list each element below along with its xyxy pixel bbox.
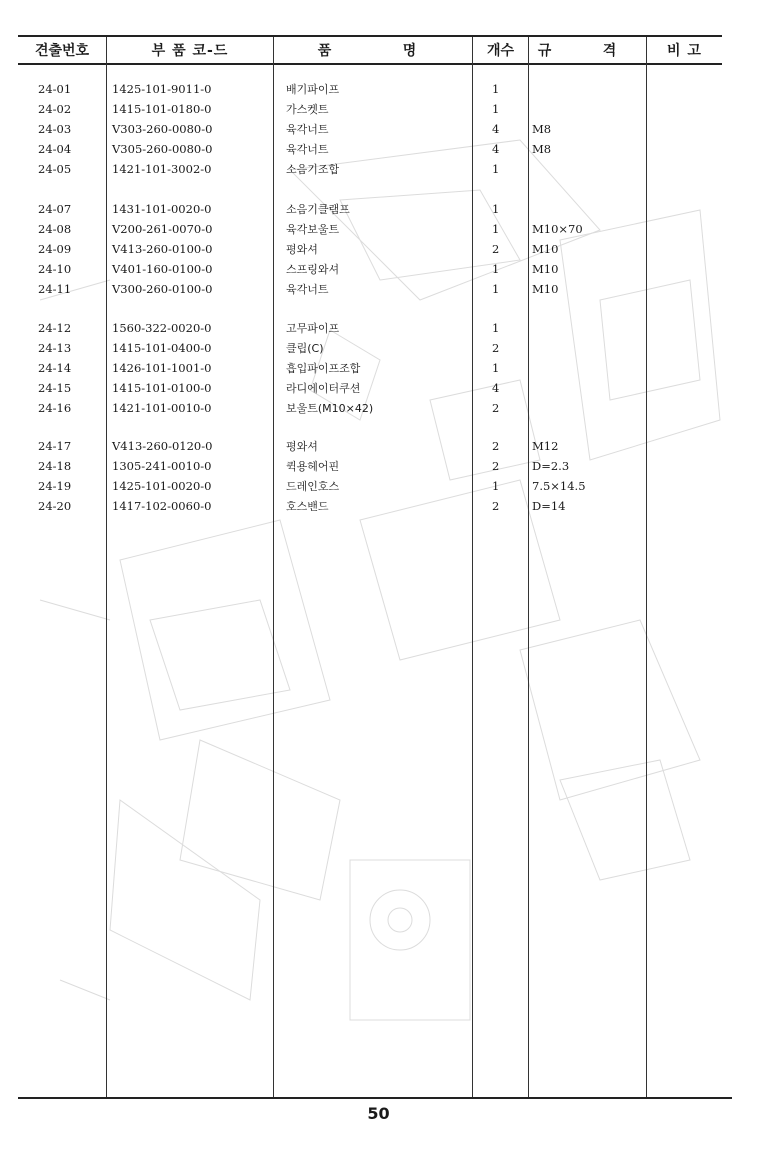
part-spec: M8 bbox=[532, 122, 552, 136]
part-code: 1425-101-9011-0 bbox=[112, 82, 212, 96]
part-qty: 2 bbox=[492, 499, 500, 513]
part-no: 24-19 bbox=[38, 479, 72, 493]
header-spec-2: 격 bbox=[602, 43, 618, 59]
col-divider-2 bbox=[273, 37, 274, 1097]
part-spec: 7.5×14.5 bbox=[532, 479, 586, 493]
part-code: 1415-101-0100-0 bbox=[112, 381, 212, 395]
part-qty: 1 bbox=[492, 162, 500, 176]
part-name: 드레인호스 bbox=[286, 480, 340, 493]
part-name: 육각보울트 bbox=[286, 223, 340, 236]
part-no: 24-11 bbox=[38, 282, 72, 296]
col-divider-4 bbox=[528, 37, 529, 1097]
part-no: 24-15 bbox=[38, 381, 72, 395]
table-row bbox=[0, 339, 757, 358]
part-qty: 4 bbox=[492, 381, 500, 395]
part-qty: 1 bbox=[492, 479, 500, 493]
part-code: 1421-101-3002-0 bbox=[112, 162, 212, 176]
part-qty: 4 bbox=[492, 142, 500, 156]
part-name: 클립(C) bbox=[286, 342, 324, 355]
part-no: 24-16 bbox=[38, 401, 72, 415]
part-name: 소음기클램프 bbox=[286, 203, 350, 216]
table-row bbox=[0, 359, 757, 378]
table-row bbox=[0, 477, 757, 496]
part-name: 라디에이터쿠션 bbox=[286, 382, 361, 395]
part-spec: M10 bbox=[532, 242, 559, 256]
table-row bbox=[0, 379, 757, 398]
part-name: 육각너트 bbox=[286, 143, 329, 156]
part-qty: 2 bbox=[492, 439, 500, 453]
part-no: 24-04 bbox=[38, 142, 72, 156]
part-qty: 1 bbox=[492, 222, 500, 236]
part-no: 24-05 bbox=[38, 162, 72, 176]
part-no: 24-02 bbox=[38, 102, 72, 116]
part-code: V300-260-0100-0 bbox=[112, 282, 213, 296]
part-code: V413-260-0100-0 bbox=[112, 242, 213, 256]
table-row bbox=[0, 240, 757, 259]
table-row bbox=[0, 399, 757, 418]
page-number: 50 bbox=[367, 1104, 390, 1123]
part-code: 1421-101-0010-0 bbox=[112, 401, 212, 415]
part-code: V303-260-0080-0 bbox=[112, 122, 213, 136]
part-qty: 1 bbox=[492, 202, 500, 216]
table-row bbox=[0, 220, 757, 239]
part-no: 24-12 bbox=[38, 321, 72, 335]
part-name: 퀵용헤어핀 bbox=[286, 460, 340, 473]
table-row bbox=[0, 437, 757, 456]
part-qty: 2 bbox=[492, 459, 500, 473]
part-qty: 1 bbox=[492, 82, 500, 96]
part-name: 육각너트 bbox=[286, 283, 329, 296]
part-code: 1305-241-0010-0 bbox=[112, 459, 212, 473]
part-spec: D=14 bbox=[532, 499, 566, 513]
table-row bbox=[0, 319, 757, 338]
part-name: 배기파이프 bbox=[286, 83, 340, 96]
col-divider-3 bbox=[472, 37, 473, 1097]
table-row bbox=[0, 160, 757, 179]
part-name: 스프링와셔 bbox=[286, 263, 340, 276]
part-name: 평와셔 bbox=[286, 440, 318, 453]
part-no: 24-20 bbox=[38, 499, 72, 513]
table-row bbox=[0, 80, 757, 99]
header-name-1: 품 bbox=[317, 43, 333, 59]
header-no: 견출번호 bbox=[34, 43, 90, 59]
table-row bbox=[0, 457, 757, 476]
part-qty: 2 bbox=[492, 242, 500, 256]
header-name-2: 명 bbox=[402, 43, 418, 59]
table-row bbox=[0, 497, 757, 516]
part-code: 1417-102-0060-0 bbox=[112, 499, 212, 513]
part-name: 소음기조합 bbox=[286, 163, 340, 176]
header-qty: 개수 bbox=[486, 43, 515, 59]
header-bottom-rule bbox=[18, 63, 722, 65]
part-name: 흡입파이프조합 bbox=[286, 362, 361, 375]
part-name: 육각너트 bbox=[286, 123, 329, 136]
part-qty: 2 bbox=[492, 341, 500, 355]
part-spec: M10×70 bbox=[532, 222, 583, 236]
part-code: V401-160-0100-0 bbox=[112, 262, 213, 276]
part-no: 24-01 bbox=[38, 82, 72, 96]
table-bottom-rule bbox=[18, 1097, 732, 1099]
table-row bbox=[0, 200, 757, 219]
header-note: 비 고 bbox=[667, 43, 702, 59]
part-code: 1426-101-1001-0 bbox=[112, 361, 212, 375]
table-row bbox=[0, 100, 757, 119]
part-qty: 4 bbox=[492, 122, 500, 136]
part-no: 24-14 bbox=[38, 361, 72, 375]
col-divider-5 bbox=[646, 37, 647, 1097]
col-divider-1 bbox=[106, 37, 107, 1097]
part-name: 평와셔 bbox=[286, 243, 318, 256]
part-qty: 1 bbox=[492, 262, 500, 276]
table-row bbox=[0, 260, 757, 279]
part-no: 24-07 bbox=[38, 202, 72, 216]
part-no: 24-13 bbox=[38, 341, 72, 355]
table-row bbox=[0, 140, 757, 159]
part-name: 가스켓트 bbox=[286, 103, 329, 116]
header-spec-1: 규 bbox=[537, 43, 553, 59]
part-no: 24-17 bbox=[38, 439, 72, 453]
part-no: 24-03 bbox=[38, 122, 72, 136]
part-name: 보울트(M10×42) bbox=[286, 402, 374, 415]
part-qty: 1 bbox=[492, 282, 500, 296]
part-spec: D=2.3 bbox=[532, 459, 570, 473]
part-qty: 1 bbox=[492, 361, 500, 375]
part-qty: 2 bbox=[492, 401, 500, 415]
part-spec: M8 bbox=[532, 142, 552, 156]
part-code: 1431-101-0020-0 bbox=[112, 202, 212, 216]
part-qty: 1 bbox=[492, 102, 500, 116]
part-name: 호스밴드 bbox=[286, 500, 329, 513]
part-code: 1425-101-0020-0 bbox=[112, 479, 212, 493]
part-code: 1560-322-0020-0 bbox=[112, 321, 212, 335]
part-code: V200-261-0070-0 bbox=[112, 222, 213, 236]
part-no: 24-10 bbox=[38, 262, 72, 276]
table-row bbox=[0, 120, 757, 139]
part-qty: 1 bbox=[492, 321, 500, 335]
part-spec: M12 bbox=[532, 439, 559, 453]
header-code: 부 품 코-드 bbox=[151, 43, 229, 59]
table-row bbox=[0, 280, 757, 299]
part-spec: M10 bbox=[532, 262, 559, 276]
part-code: V305-260-0080-0 bbox=[112, 142, 213, 156]
part-no: 24-18 bbox=[38, 459, 72, 473]
part-code: V413-260-0120-0 bbox=[112, 439, 213, 453]
part-spec: M10 bbox=[532, 282, 559, 296]
part-code: 1415-101-0180-0 bbox=[112, 102, 212, 116]
part-code: 1415-101-0400-0 bbox=[112, 341, 212, 355]
part-name: 고무파이프 bbox=[286, 322, 340, 335]
part-no: 24-08 bbox=[38, 222, 72, 236]
part-no: 24-09 bbox=[38, 242, 72, 256]
